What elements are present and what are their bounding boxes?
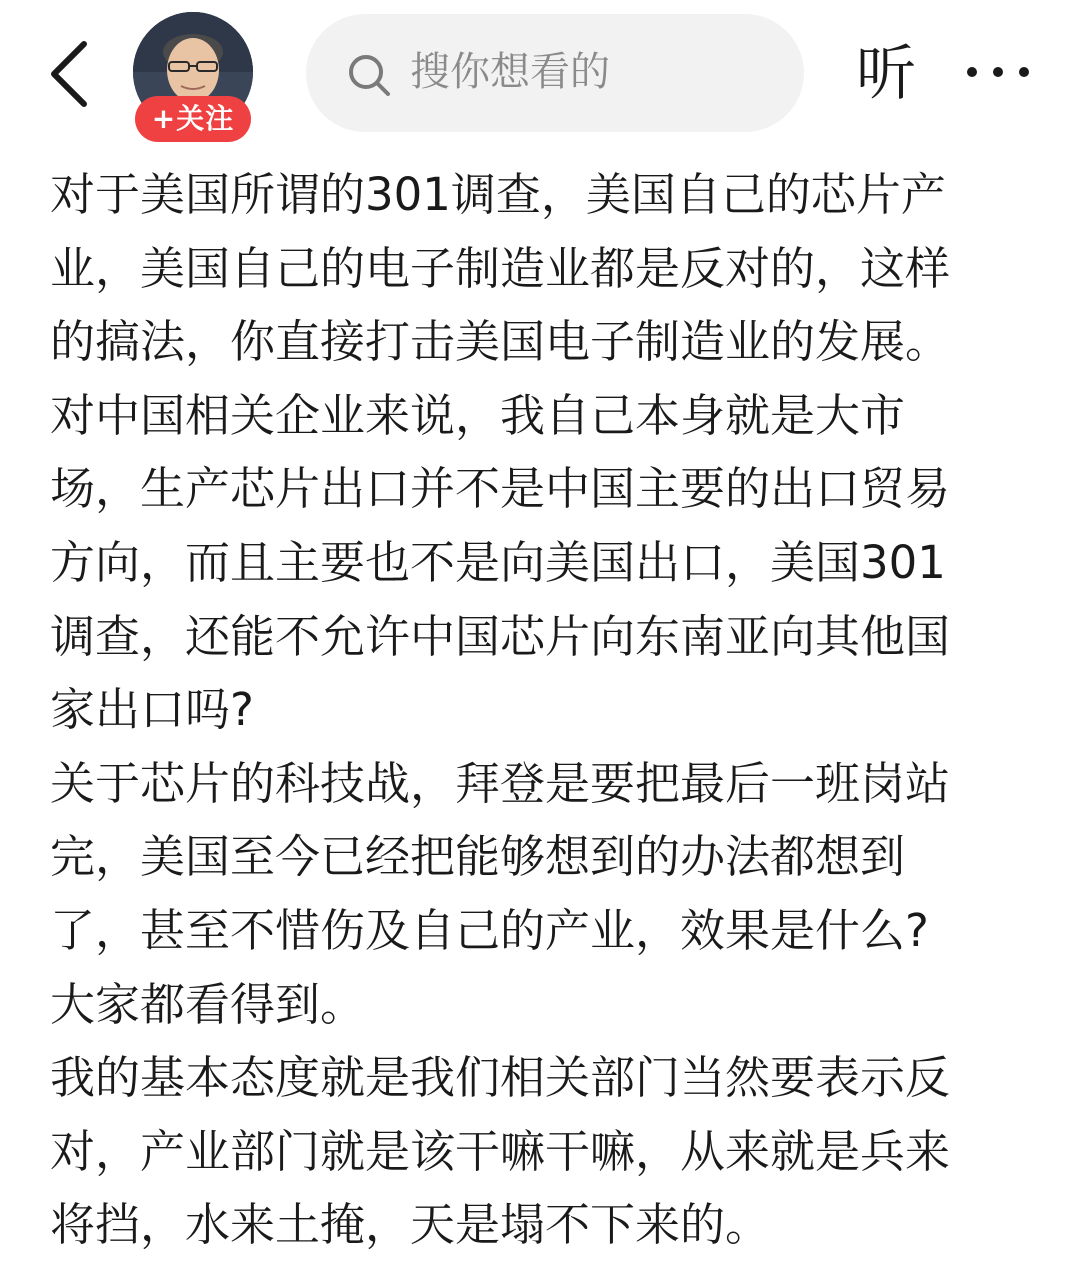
listen-button[interactable]: 听 <box>856 39 916 109</box>
article-line: 对中国相关企业来说，我自己本身就是大市 <box>50 388 906 442</box>
search-placeholder: 搜你想看的 <box>410 49 610 95</box>
article-line: 关于芯片的科技战，拜登是要把最后一班岗站 <box>50 756 951 810</box>
article-line: 方向，而且主要也不是向美国出口，美国301 <box>50 535 946 589</box>
top-bar <box>0 0 1080 150</box>
article-line: 完，美国至今已经把能够想到的办法都想到 <box>50 830 906 884</box>
more-button[interactable] <box>962 60 1034 84</box>
chevron-left-icon <box>40 38 104 110</box>
article-line: 业，美国自己的电子制造业都是反对的，这样 <box>50 241 951 295</box>
article-line: 大家都看得到。 <box>50 977 366 1031</box>
article-line: 将挡，水来土掩，天是塌不下来的。 <box>50 1198 771 1252</box>
article-line: 对，产业部门就是该干嘛干嘛，从来就是兵来 <box>50 1124 951 1178</box>
article-line: 场，生产芯片出口并不是中国主要的出口贸易 <box>50 462 951 516</box>
article-line: 对于美国所谓的301调查，美国自己的芯片产 <box>50 168 946 221</box>
article-line: 了，甚至不惜伤及自己的产业，效果是什么? <box>50 903 929 957</box>
search-icon <box>346 52 392 98</box>
article-line: 调查，还能不允许中国芯片向东南亚向其他国 <box>50 609 951 663</box>
follow-button[interactable]: +关注 <box>135 96 251 142</box>
article-body <box>50 158 1050 1262</box>
article-line: 家出口吗? <box>50 683 254 737</box>
search-input[interactable] <box>306 14 804 132</box>
back-button[interactable] <box>40 38 104 110</box>
article-line: 我的基本态度就是我们相关部门当然要表示反 <box>50 1051 951 1105</box>
more-horizontal-icon <box>962 60 1034 84</box>
article-line: 的搞法，你直接打击美国电子制造业的发展。 <box>50 315 951 369</box>
author-avatar-group <box>133 12 253 134</box>
